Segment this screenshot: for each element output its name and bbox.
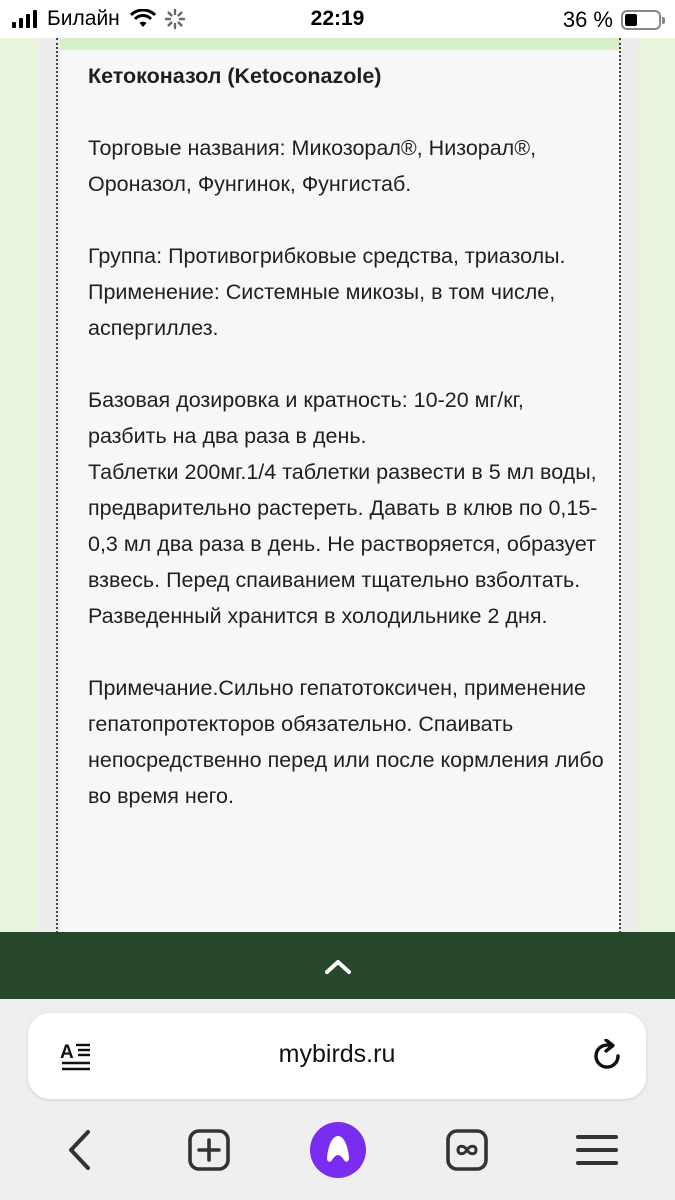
- reload-icon[interactable]: [592, 1039, 624, 1073]
- note: Примечание.Сильно гепатотоксичен, применение гепатопротекторов обязательно. Спаивать непосредственно перед или после кормления либо во время него.: [88, 676, 604, 808]
- status-bar: [0, 0, 675, 38]
- svg-text:A: A: [60, 1042, 74, 1063]
- article-box: [60, 38, 620, 933]
- back-button[interactable]: [52, 1115, 108, 1185]
- article-title: Кетоконазол (Ketoconazole): [88, 64, 382, 88]
- url-text[interactable]: mybirds.ru: [278, 1040, 396, 1068]
- battery-level: [625, 14, 637, 26]
- hamburger-icon[interactable]: [574, 1132, 620, 1168]
- address-bar[interactable]: [28, 1013, 646, 1099]
- drug-usage: Применение: Системные микозы, в том числе, аспергиллез.: [88, 280, 556, 340]
- web-page[interactable]: [0, 38, 675, 933]
- tablets-instructions: Таблетки 200мг.1/4 таблетки развести в 5 мл воды, предварительно растереть. Давать в клюв по 0,15-0,3 мл два раза в день. Не растворяется, образует взвесь. Перед спаиванием тщательно взболтать. Разведенный хранится в холодильнике 2 дня.: [88, 460, 598, 628]
- chevron-left-icon[interactable]: [66, 1129, 94, 1171]
- plus-square-icon[interactable]: [187, 1128, 231, 1172]
- browser-toolbar: [0, 999, 675, 1200]
- clock: 22:19: [310, 7, 365, 30]
- alice-icon[interactable]: [310, 1122, 366, 1178]
- article-text: [88, 58, 608, 814]
- dotted-border-left: [56, 38, 58, 933]
- new-tab-button[interactable]: [180, 1115, 238, 1185]
- carrier-name: Билайн: [47, 7, 120, 30]
- bottom-navigation: [0, 1115, 675, 1195]
- dotted-border-right: [619, 38, 621, 933]
- battery-icon: [621, 10, 661, 30]
- battery-percent: 36 %: [562, 7, 613, 32]
- assistant-button[interactable]: [309, 1115, 367, 1185]
- drug-group: Группа: Противогрибковые средства, триазолы.: [88, 244, 566, 268]
- menu-button[interactable]: [570, 1115, 624, 1185]
- scroll-to-top-bar[interactable]: [0, 932, 675, 999]
- tabs-button[interactable]: [438, 1115, 496, 1185]
- dosage: Базовая дозировка и кратность: 10-20 мг/кг, разбить на два раза в день.: [88, 388, 524, 448]
- article-top-band: [60, 38, 620, 50]
- trade-names: Торговые названия: Микозорал®, Низорал®, Ороназол, Фунгинок, Фунгистаб.: [88, 136, 537, 196]
- infinity-tabs-icon[interactable]: [445, 1128, 489, 1172]
- chevron-up-icon[interactable]: [323, 957, 353, 975]
